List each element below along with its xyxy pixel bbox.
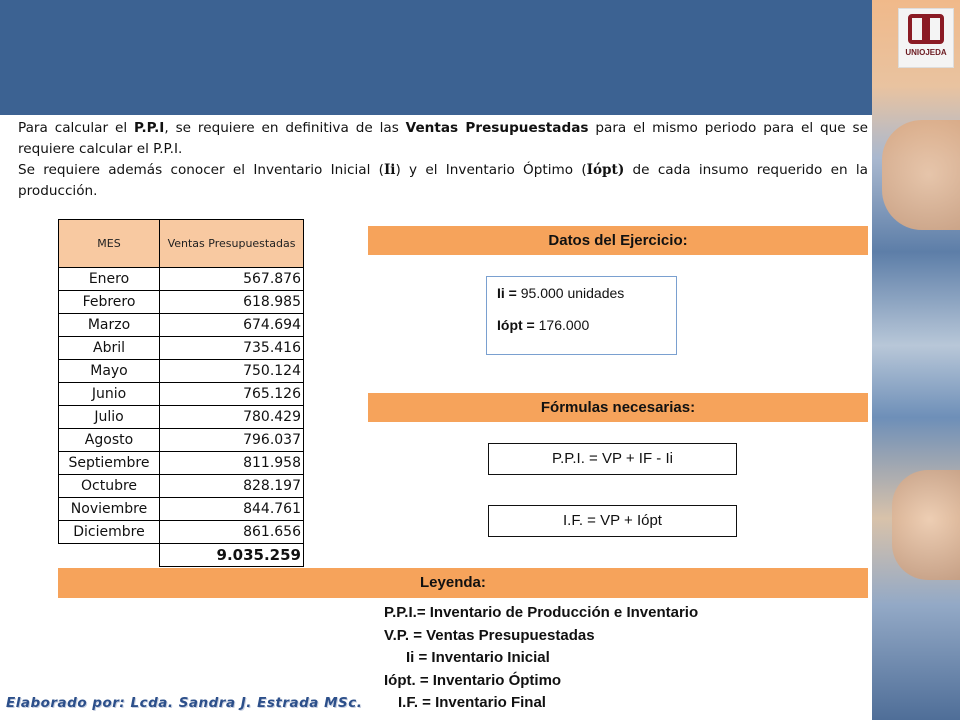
month-cell: Agosto bbox=[59, 429, 160, 452]
table-row bbox=[59, 360, 304, 383]
formula-if: I.F. = VP + Iópt bbox=[488, 505, 737, 537]
legend-item: V.P. = Ventas Presupuestadas bbox=[384, 626, 595, 644]
datos-box bbox=[486, 276, 677, 355]
month-cell: Febrero bbox=[59, 291, 160, 314]
month-cell: Noviembre bbox=[59, 498, 160, 521]
intro-paragraph-1: Para calcular el P.P.I, se requiere en definitiva de las Ventas Presupuestadas para el mismo periodo para el que se requiere calcular el P.P.I. bbox=[18, 120, 868, 157]
total-row bbox=[59, 544, 304, 567]
table-row bbox=[59, 383, 304, 406]
leyenda-title: Leyenda: bbox=[420, 574, 486, 591]
month-cell: Septiembre bbox=[59, 452, 160, 475]
sales-value-cell: 674.694 bbox=[160, 314, 304, 337]
month-cell: Enero bbox=[59, 268, 160, 291]
total-cell: 9.035.259 bbox=[160, 544, 304, 567]
leyenda-bar bbox=[58, 568, 868, 598]
legend-item: I.F. = Inventario Final bbox=[398, 694, 546, 711]
blank-cell bbox=[59, 544, 160, 567]
side-photo bbox=[872, 0, 960, 720]
photo-person-2 bbox=[892, 470, 960, 580]
intro-paragraph-2: Se requiere además conocer el Inventario Inicial (Ii) y el Inventario Óptimo (Iópt) de cada insumo requerido en la producción. bbox=[18, 162, 868, 199]
sales-value-cell: 750.124 bbox=[160, 360, 304, 383]
month-cell: Diciembre bbox=[59, 521, 160, 544]
month-cell: Julio bbox=[59, 406, 160, 429]
table-row bbox=[59, 406, 304, 429]
month-cell: Marzo bbox=[59, 314, 160, 337]
sales-value-cell: 765.126 bbox=[160, 383, 304, 406]
sales-value-cell: 796.037 bbox=[160, 429, 304, 452]
sales-value-cell: 567.876 bbox=[160, 268, 304, 291]
sales-value-cell: 811.958 bbox=[160, 452, 304, 475]
ii-line: Ii = 95.000 unidades bbox=[497, 285, 625, 301]
table-row bbox=[59, 475, 304, 498]
logo-icon bbox=[908, 14, 944, 44]
sales-table bbox=[58, 219, 304, 567]
table-row bbox=[59, 291, 304, 314]
column-header-ventas: Ventas Presupuestadas bbox=[160, 220, 304, 268]
sales-value-cell: 844.761 bbox=[160, 498, 304, 521]
month-cell: Abril bbox=[59, 337, 160, 360]
table-row bbox=[59, 268, 304, 291]
table-row bbox=[59, 314, 304, 337]
sales-value-cell: 618.985 bbox=[160, 291, 304, 314]
legend-list bbox=[380, 602, 698, 715]
sales-value-cell: 735.416 bbox=[160, 337, 304, 360]
table-row bbox=[59, 337, 304, 360]
formula-ppi: P.P.I. = VP + IF - Ii bbox=[488, 443, 737, 475]
logo-text: UNIOJEDA bbox=[905, 48, 947, 57]
sales-value-cell: 861.656 bbox=[160, 521, 304, 544]
table-row bbox=[59, 452, 304, 475]
table-row bbox=[59, 498, 304, 521]
month-cell: Junio bbox=[59, 383, 160, 406]
legend-item: P.P.I.= Inventario de Producción e Inventario bbox=[384, 604, 699, 621]
author-credit: Elaborado por: Lcda. Sandra J. Estrada MSc. bbox=[6, 695, 363, 711]
photo-person-1 bbox=[882, 120, 960, 230]
sales-value-cell: 828.197 bbox=[160, 475, 304, 498]
legend-item: Ii = Inventario Inicial bbox=[406, 649, 550, 666]
iopt-line: Iópt = 176.000 bbox=[497, 317, 590, 333]
datos-title: Datos del Ejercicio: bbox=[368, 226, 868, 255]
sales-value-cell: 780.429 bbox=[160, 406, 304, 429]
month-cell: Octubre bbox=[59, 475, 160, 498]
formulas-title: Fórmulas necesarias: bbox=[368, 393, 868, 422]
intro-text bbox=[18, 118, 868, 202]
header-banner bbox=[0, 0, 872, 115]
table-row bbox=[59, 429, 304, 452]
legend-item: Iópt. = Inventario Óptimo bbox=[384, 671, 562, 689]
column-header-mes: MES bbox=[59, 220, 160, 268]
month-cell: Mayo bbox=[59, 360, 160, 383]
table-row bbox=[59, 521, 304, 544]
